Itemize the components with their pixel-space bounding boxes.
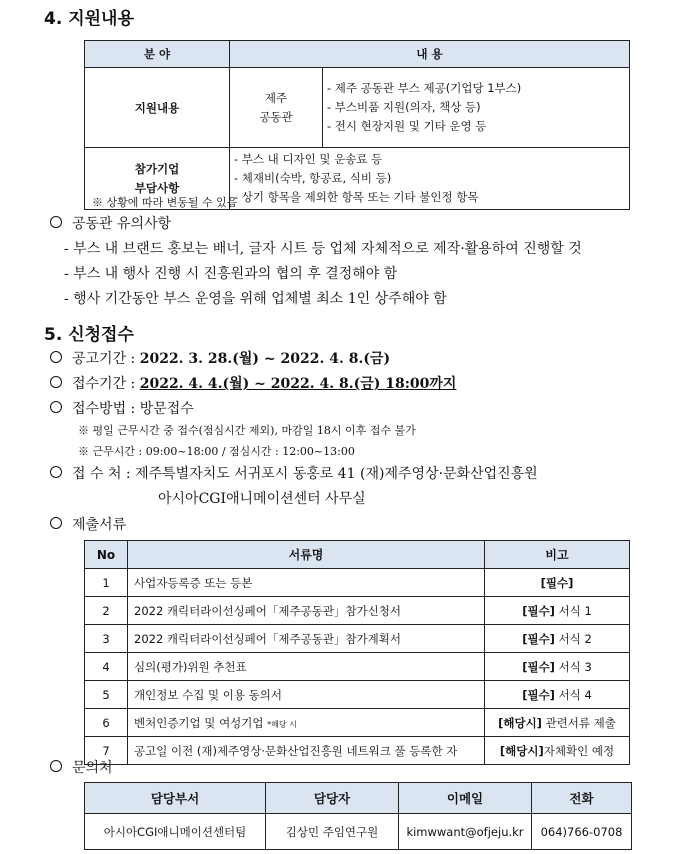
doc-remark-rest: 자체확인 예정 <box>543 743 615 758</box>
doc-name <box>128 569 485 597</box>
doc-remark <box>485 597 630 625</box>
doc-no: 4 <box>85 653 128 681</box>
doc-remark-tag: [필수] <box>522 631 555 646</box>
caution-title: 공동관 유의사항 <box>72 216 172 232</box>
burden-item: - 체재비(숙박, 항공료, 식비 등) <box>234 171 392 185</box>
doc-no: 7 <box>85 737 128 765</box>
circle-bullet-icon <box>50 216 62 228</box>
caution-3: - 행사 기간동안 부스 운영을 위해 업체별 최소 1인 상주해야 함 <box>64 291 447 307</box>
documents-table <box>84 540 630 765</box>
doc-name <box>128 737 485 765</box>
place-label: 접 수 처 : <box>72 466 136 482</box>
doc-name <box>128 625 485 653</box>
doc-name-text: 2022 캐릭터라이선싱페어「제주공동관」참가신청서 <box>134 603 401 618</box>
doc-remark <box>485 625 630 653</box>
doc-no: 6 <box>85 709 128 737</box>
doc-name <box>128 709 485 737</box>
method-note-2: ※ 근무시간 : 09:00~18:00 / 점심시간 : 12:00~13:00 <box>78 445 355 458</box>
contact-header-dept: 담당부서 <box>85 783 266 814</box>
notice-value: 2022. 3. 28.(월) ~ 2022. 4. 8.(금) <box>139 351 391 367</box>
place-value-1: 제주특별자치도 서귀포시 동홍로 41 (재)제주영상·문화산업진흥원 <box>135 466 538 482</box>
contact-email[interactable]: kimwwant@ofjeju.kr <box>399 814 532 850</box>
notice-period-line <box>50 348 390 368</box>
method-line <box>50 398 194 418</box>
doc-no: 3 <box>85 625 128 653</box>
doc-remark-rest: 서식 2 <box>554 631 592 646</box>
contact-header-person: 담당자 <box>266 783 399 814</box>
burden-item: - 상기 항목을 제외한 항목 또는 기타 불인정 항목 <box>234 190 479 204</box>
caution-2: - 부스 내 행사 진행 시 진흥원과의 협의 후 결정해야 함 <box>64 266 398 282</box>
table-row <box>85 625 630 653</box>
doc-remark <box>485 737 630 765</box>
section-4-heading: 4. 지원내용 <box>44 9 134 29</box>
method-note-1: ※ 평일 근무시간 중 접수(점심시간 제외), 마감일 18시 이후 접수 불가 <box>78 424 416 437</box>
burden-item: - 부스 내 디자인 및 운송료 등 <box>234 152 383 166</box>
doc-name-text: 개인정보 수집 및 이용 동의서 <box>134 687 282 702</box>
doc-name-text: 공고일 이전 (재)제주영상·문화산업진흥원 네트워크 풀 등록한 자 <box>134 743 458 758</box>
col-header-content: 내 용 <box>230 41 630 68</box>
circle-bullet-icon <box>50 401 62 413</box>
doc-name-text: 벤처인증기업 및 여성기업 <box>134 715 268 730</box>
row-burden-items <box>230 148 630 210</box>
circle-bullet-icon <box>50 466 62 478</box>
docs-title-line <box>50 514 126 534</box>
place-line <box>50 463 538 483</box>
doc-name <box>128 653 485 681</box>
table-row <box>85 737 630 765</box>
col-header-field: 분 야 <box>85 41 230 68</box>
section-5-heading: 5. 신청접수 <box>44 325 134 345</box>
support-table <box>84 40 630 210</box>
table-row <box>85 597 630 625</box>
place-value-2: 아시아CGI애니메이션센터 사무실 <box>158 491 366 507</box>
circle-bullet-icon <box>50 376 62 388</box>
docs-header-no: No <box>85 541 128 569</box>
receipt-period-line <box>50 373 456 393</box>
doc-name-text: 사업자등록증 또는 등본 <box>134 575 253 590</box>
table-row <box>85 653 630 681</box>
circle-bullet-icon <box>50 517 62 529</box>
receipt-label: 접수기간 : <box>72 376 140 392</box>
doc-name-text: 2022 캐릭터라이선싱페어「제주공동관」참가계획서 <box>134 631 401 646</box>
doc-no: 2 <box>85 597 128 625</box>
doc-no: 1 <box>85 569 128 597</box>
doc-remark-tag: [필수] <box>522 659 555 674</box>
doc-remark <box>485 681 630 709</box>
contact-phone: 064)766-0708 <box>532 814 632 850</box>
doc-remark-tag: [해당시] <box>498 715 542 730</box>
circle-bullet-icon <box>50 351 62 363</box>
doc-remark-tag: [해당시] <box>499 743 544 758</box>
table-row <box>85 709 630 737</box>
doc-name <box>128 597 485 625</box>
doc-remark <box>485 709 630 737</box>
doc-name-text: 심의(평가)위원 추천표 <box>134 659 247 674</box>
support-item: - 제주 공동관 부스 제공(기업당 1부스) <box>327 81 522 95</box>
circle-bullet-icon <box>50 760 62 772</box>
doc-remark-tag: [필수] <box>522 687 555 702</box>
contact-title: 문의처 <box>72 760 113 776</box>
caution-title-line <box>50 213 171 233</box>
doc-remark-rest: 서식 1 <box>554 603 592 618</box>
row-support-label: 지원내용 <box>85 68 230 148</box>
change-note: ※ 상황에 따라 변동될 수 있음 <box>92 196 238 209</box>
support-item: - 부스비품 지원(의자, 책상 등) <box>327 100 481 114</box>
contact-title-line <box>50 757 113 777</box>
method-value: 방문접수 <box>139 401 194 417</box>
doc-name-small: *해당 시 <box>267 719 297 729</box>
contact-person: 김상민 주임연구원 <box>266 814 399 850</box>
doc-remark-rest: 서식 4 <box>554 687 592 702</box>
docs-header-name: 서류명 <box>128 541 485 569</box>
doc-remark-tag: [필수] <box>540 575 574 590</box>
doc-remark <box>485 653 630 681</box>
caution-1: - 부스 내 브랜드 홍보는 배너, 글자 시트 등 업체 자체적으로 제작·활용하여 진행할 것 <box>64 241 582 257</box>
docs-header-remark: 비고 <box>485 541 630 569</box>
doc-remark <box>485 569 630 597</box>
doc-remark-tag: [필수] <box>522 603 555 618</box>
doc-remark-rest: 서식 3 <box>554 659 592 674</box>
row-support-sub: 제주 공동관 <box>230 68 323 148</box>
table-row <box>85 681 630 709</box>
doc-remark-rest: 관련서류 제출 <box>541 715 616 730</box>
receipt-value: 2022. 4. 4.(월) ~ 2022. 4. 8.(금) 18:00까지 <box>139 376 457 392</box>
doc-no: 5 <box>85 681 128 709</box>
table-row <box>85 569 630 597</box>
method-label: 접수방법 : <box>72 401 140 417</box>
row-support-items <box>323 68 630 148</box>
row-burden-label: 참가기업 부담사항 <box>85 148 230 210</box>
contact-table <box>84 782 632 850</box>
contact-header-email: 이메일 <box>399 783 532 814</box>
contact-dept: 아시아CGI애니메이션센터팀 <box>85 814 266 850</box>
notice-label: 공고기간 : <box>72 351 140 367</box>
contact-header-phone: 전화 <box>532 783 632 814</box>
doc-name <box>128 681 485 709</box>
docs-title: 제출서류 <box>72 517 127 533</box>
support-item: - 전시 현장지원 및 기타 운영 등 <box>327 119 487 133</box>
